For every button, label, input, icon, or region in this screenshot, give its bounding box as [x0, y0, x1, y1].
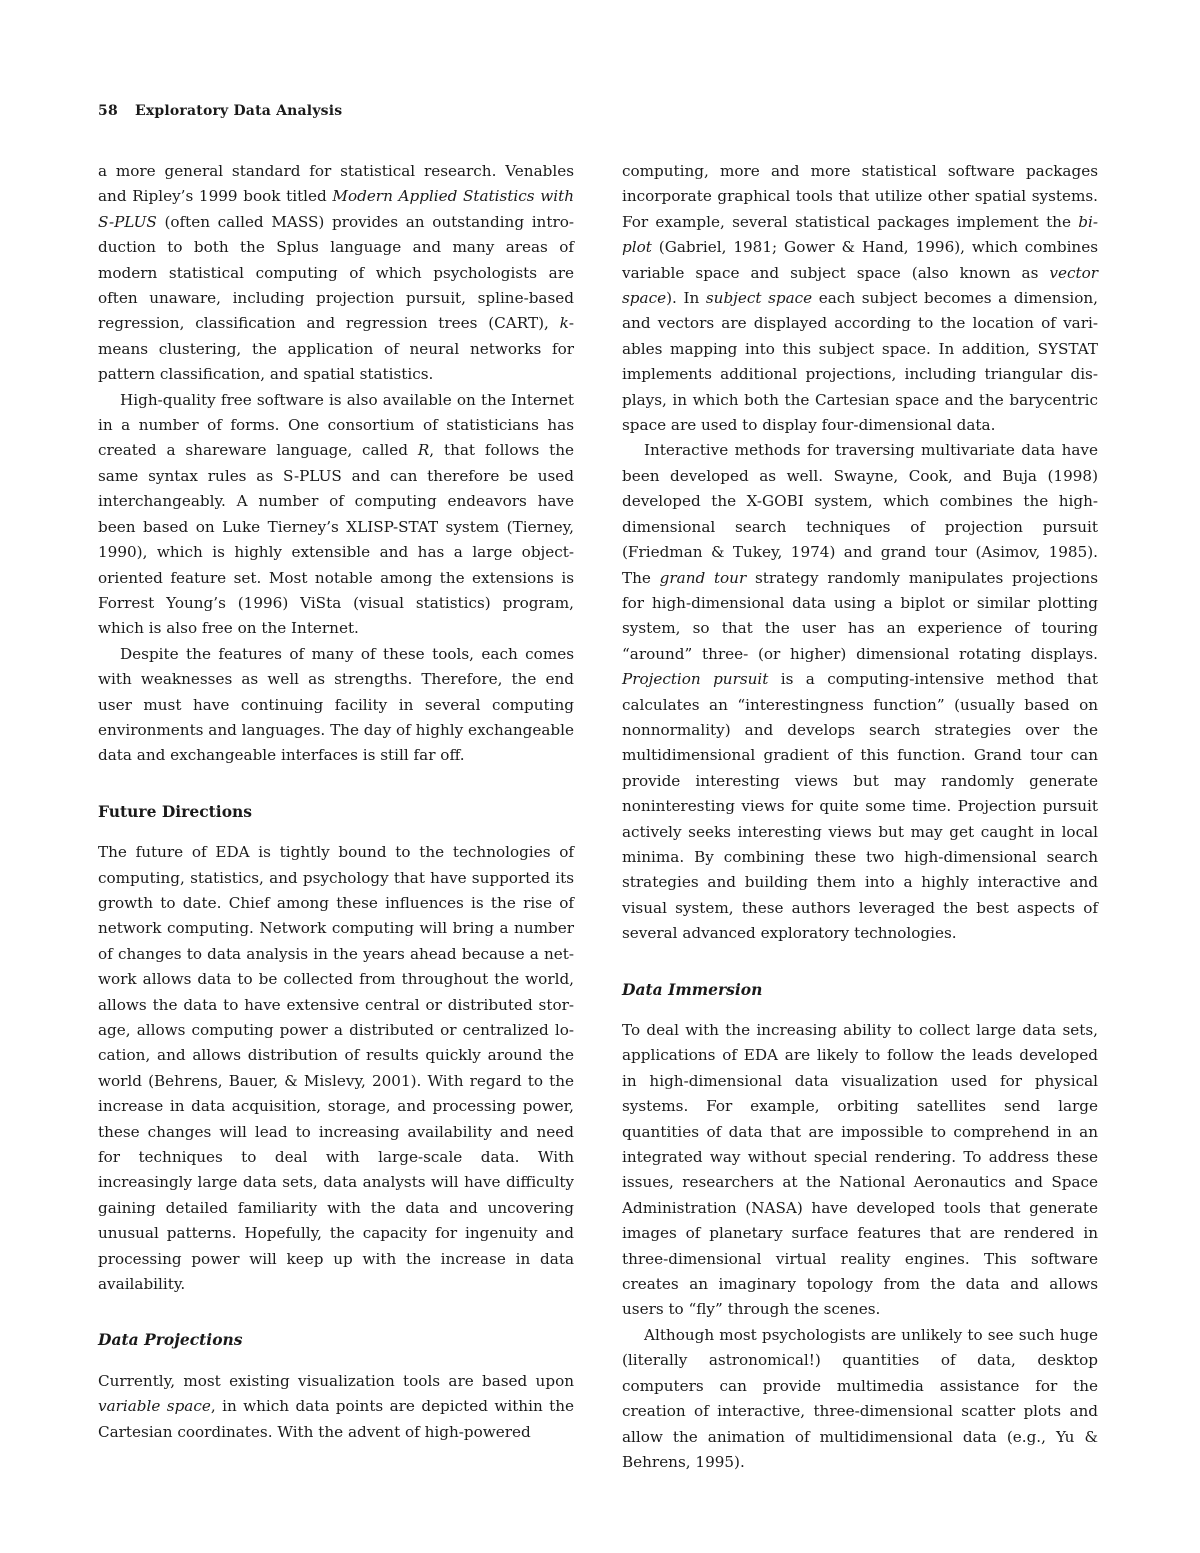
paragraph: Despite the features of many of these tools, each comes with weaknesses as well as strengths. Therefore, the end user must have continuing facility in several computing environments and languages. The day of highly exchangeable data and exchangeable interfaces is still far off.: [98, 644, 575, 765]
subsection-heading-data-projections: Data Projections: [98, 1330, 243, 1350]
left-column: [98, 159, 574, 1445]
paragraph: Although most psychologists are unlikely to see such huge (literally astronomical!) quantities of data, desktop computers can provide multimedia assistance for the creation of interactive, three-dimensional scatter plots and allow the animation of multidimensional data (e.g., Yu & Behrens, 1995).: [622, 1325, 1098, 1471]
section-heading-future-directions: Future Directions: [98, 801, 253, 821]
subsection-heading-data-immersion: Data Immersion: [622, 979, 763, 999]
paragraph: The future of EDA is tightly bound to the technologies of computing, statistics, and psychology that have supported its growth to date. Chief among these influences is the rise of network computing. Network computing will bring a number of changes to data analysis in the years ahead because a network allows data to be collected from throughout the world, allows the data to have extensive central or distributed storage, allows computing power a distributed or centralized location, and allows distribution of results quickly around the world (Behrens, Bauer, & Mislevy, 2001). With regard to the increase in data acquisition, storage, and processing power, these changes will lead to increasing availability and need for techniques to deal with large-scale data. With increasingly large data sets, data analysts will have difficulty gaining detailed familiarity with the data and uncovering unusual patterns. Hopefully, the capacity for ingenuity and processing power will keep up with the increase in data availability.: [98, 843, 574, 1294]
paragraph: computing, more and more statistical software packages incorporate graphical tools that utilize other spatial systems. For example, several statistical packages implement the biplot (Gabriel, 1981; Gower & Hand, 1996), which combines variable space and subject space (also known as vector space). In subject space each subject becomes a dimension, and vectors are displayed according to the location of variables mapping into this subject space. In addition, SYSTAT implements additional projections, including triangular displays, in which both the Cartesian space and the barycentric space are used to display four-dimensional data.: [622, 162, 1098, 435]
paragraph: Currently, most existing visualization tools are based upon variable space, in which data points are depicted within the Cartesian coordinates. With the advent of high-powered: [98, 1371, 574, 1441]
running-title: Exploratory Data Analysis: [134, 103, 343, 119]
running-head: [98, 103, 342, 119]
paragraph: a more general standard for statistical research. Venables and Ripley’s 1999 book titled Modern Applied Statistics with S-PLUS (often called MASS) provides an outstanding introduction to both the Splus language and many areas of modern statistical computing of which psychologists are often unaware, including projection pursuit, spline-based regression, classification and regression trees (CART), k-means clustering, the application of neural networks for pattern classification, and spatial statistics.: [98, 162, 574, 384]
page-number: 58: [98, 103, 118, 119]
right-column: [622, 159, 1098, 1475]
paragraph: Interactive methods for traversing multivariate data have been developed as well. Swayne, Cook, and Buja (1998) developed the X-GOBI system, which combines the high-dimensional search techniques of projection pursuit (Friedman & Tukey, 1974) and grand tour (Asimov, 1985). The grand tour strategy randomly manipulates projections for high-dimensional data using a biplot or similar plotting system, so that the user has an experience of touring “around” three- (or higher) dimensional rotating displays. Projection pursuit is a computing-intensive method that calculates an “interestingness function” (usually based on nonnormality) and develops search strategies over the multidimensional gradient of this function. Grand tour can provide interesting views but may randomly generate noninteresting views for quite some time. Projection pursuit actively seeks interesting views but may get caught in local minima. By combining these two high-dimensional search strategies and building them into a highly interactive and visual system, these authors leveraged the best aspects of several advanced exploratory technologies.: [622, 441, 1099, 943]
paragraph: To deal with the increasing ability to collect large data sets, applications of EDA are likely to follow the leads developed in high-dimensional data visualization used for physical systems. For example, orbiting satellites send large quantities of data that are impossible to comprehend in an integrated way without special rendering. To address these issues, researchers at the National Aeronautics and Space Administration (NASA) have developed tools that generate images of planetary surface features that are rendered in three-dimensional virtual reality engines. This software creates an imaginary topology from the data and allows users to “fly” through the scenes.: [622, 1021, 1098, 1319]
paragraph: High-quality free software is also available on the Internet in a number of forms. One consortium of statisticians has created a shareware language, called R, that follows the same syntax rules as S-PLUS and can therefore be used interchangeably. A number of computing endeavors have been based on Luke Tierney’s XLISP-STAT system (Tierney, 1990), which is highly extensible and has a large object-oriented feature set. Most notable among the extensions is Forrest Young’s (1996) ViSta (visual statistics) program, which is also free on the Internet.: [98, 390, 574, 638]
